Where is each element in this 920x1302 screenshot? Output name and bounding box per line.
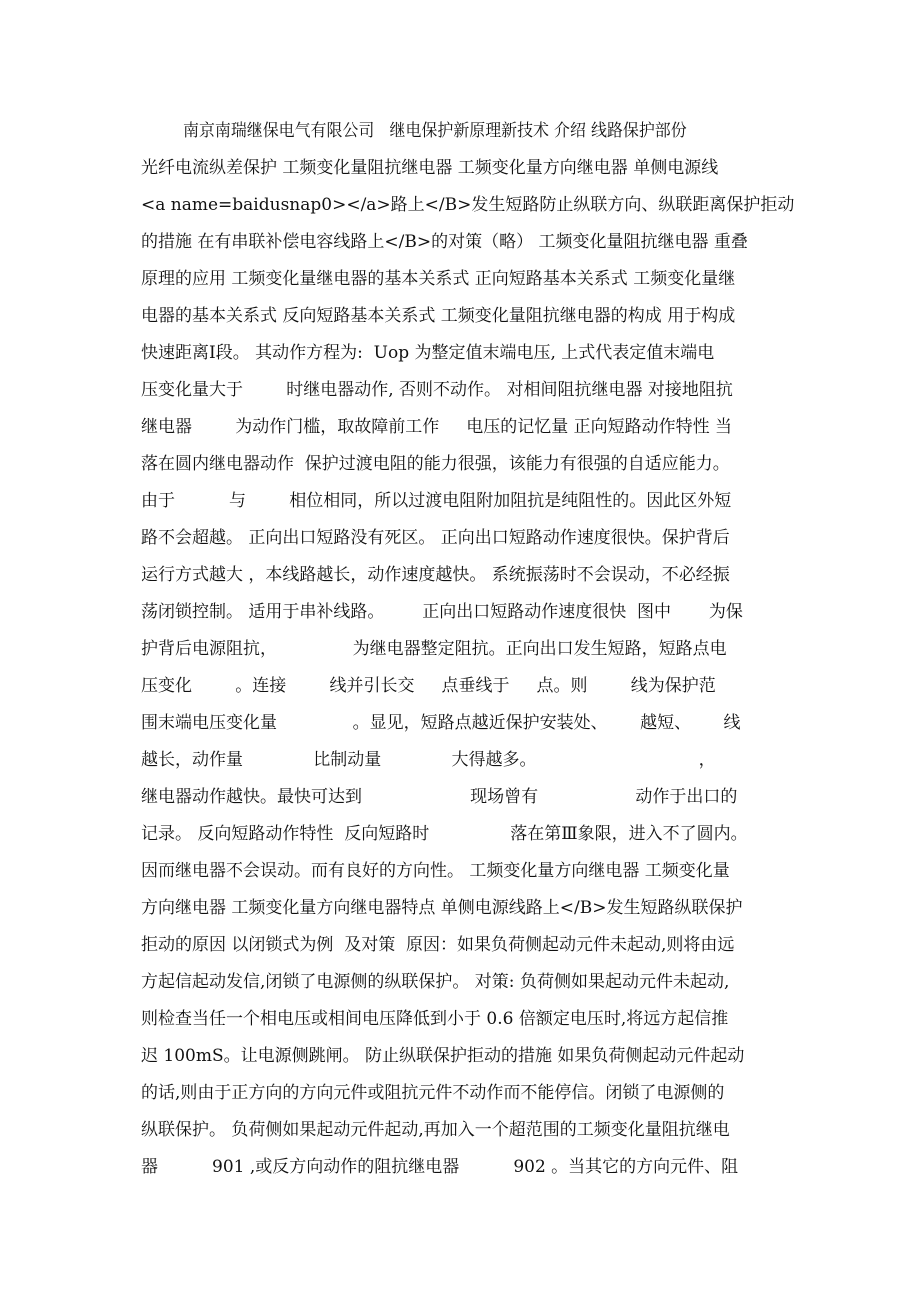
text-line: 电器的基本关系式 反向短路基本关系式 工频变化量阻抗继电器的构成 用于构成 <box>141 306 736 326</box>
text-line: 护背后电源阻抗， 为继电器整定阻抗。正向出口发生短路，短路点电 <box>141 639 727 659</box>
text-line: 光纤电流纵差保护 工频变化量阻抗继电器 工频变化量方向继电器 单侧电源线 <box>141 158 719 178</box>
text-line: 落在圆内继电器动作 保护过渡电阻的能力很强，该能力有很强的自适应能力。 <box>141 454 730 474</box>
text-line: 的措施 在有串联补偿电容线路上</B>的对策（略） 工频变化量阻抗继电器 重叠 <box>141 232 748 252</box>
text-line: 运行方式越大 ，本线路越长，动作速度越快。 系统振荡时不会误动，不必经振 <box>141 565 730 585</box>
text-line: 快速距离Ⅰ段。 其动作方程为: Uop 为整定值末端电压, 上式代表定值末端电 <box>141 343 715 363</box>
text-line: 则检查当任一个相电压或相间电压降低到小于 0.6 倍额定电压时,将远方起信推 <box>141 1009 729 1029</box>
text-line: <a name=baidusnap0></a>路上</B>发生短路防止纵联方向、纵联距离保护拒动 <box>141 195 795 215</box>
text-line: 荡闭锁控制。 适用于串补线路。 正向出口短路动作速度很快 图中 为保 <box>141 602 743 622</box>
text-line: 方向继电器 工频变化量方向继电器特点 单侧电源线路上</B>发生短路纵联保护 <box>141 898 743 918</box>
text-line: 纵联保护。 负荷侧如果起动元件起动,再加入一个超范围的工频变化量阻抗继电 <box>141 1120 730 1140</box>
text-line: 因而继电器不会误动。而有良好的方向性。 工频变化量方向继电器 工频变化量 <box>141 861 730 881</box>
text-line: 压变化 。连接 线并引长交 点垂线于 点。则 线为保护范 <box>141 676 716 696</box>
text-line: 路不会超越。 正向出口短路没有死区。 正向出口短路动作速度很快。保护背后 <box>141 528 730 548</box>
text-line: 方起信起动发信,闭锁了电源侧的纵联保护。 对策: 负荷侧如果起动元件未起动, <box>141 972 730 992</box>
text-line: 迟 100mS。让电源侧跳闸。 防止纵联保护拒动的措施 如果负荷侧起动元件起动 <box>141 1046 745 1066</box>
text-line: 的话,则由于正方向的方向元件或阻抗元件不动作而不能停信。闭锁了电源侧的 <box>141 1083 725 1103</box>
text-line: 原理的应用 工频变化量继电器的基本关系式 正向短路基本关系式 工频变化量继 <box>141 269 736 289</box>
text-line: 继电器动作越快。最快可达到 现场曾有 动作于出口的 <box>141 787 738 807</box>
text-line: 压变化量大于 时继电器动作, 否则不动作。 对相间阻抗继电器 对接地阻抗 <box>141 380 733 400</box>
text-line: 器 901 ,或反方向动作的阻抗继电器 902 。当其它的方向元件、阻 <box>141 1157 739 1177</box>
text-line: 继电器 为动作门槛，取故障前工作 电压的记忆量 正向短路动作特性 当 <box>141 417 733 437</box>
text-line: 南京南瑞继保电气有限公司 继电保护新原理新技术 介绍 线路保护部份 <box>183 121 687 141</box>
text-line: 由于 与 相位相同，所以过渡电阻附加阻抗是纯阻性的。因此区外短 <box>141 491 732 511</box>
text-line: 拒动的原因 以闭锁式为例 及对策 原因：如果负荷侧起动元件未起动,则将由远 <box>141 935 735 955</box>
text-line: 越长，动作量 比制动量 大得越多。 ， <box>141 750 716 770</box>
text-line: 记录。 反向短路动作特性 反向短路时 落在第Ⅲ象限，进入不了圆内。 <box>141 824 748 844</box>
text-line: 围末端电压变化量 。显见，短路点越近保护安装处、 越短、 线 <box>141 713 741 733</box>
